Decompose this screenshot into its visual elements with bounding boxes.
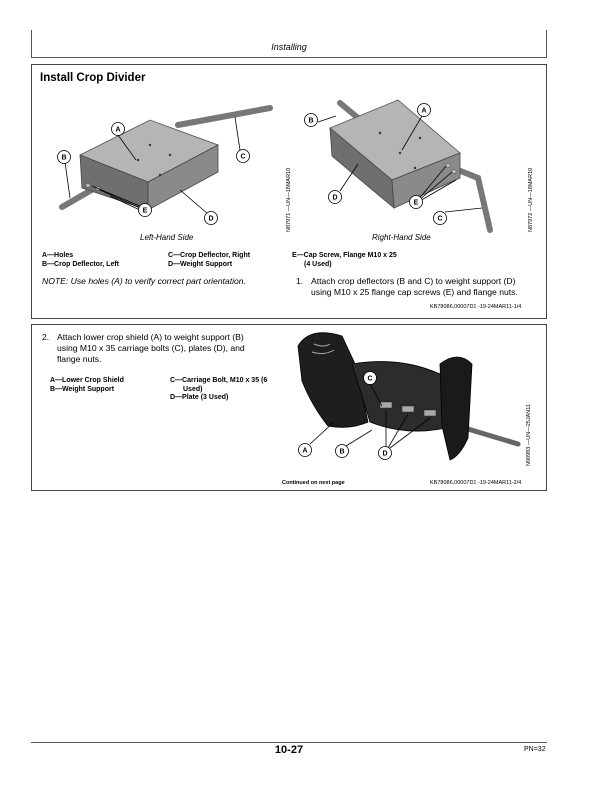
legend-a: A—Holes — [42, 252, 74, 259]
step-2-line-2: using M10 x 35 carriage bolts (C), plates (D), and — [57, 343, 245, 353]
svg-text:A: A — [115, 126, 121, 134]
legend-c: C—Carriage Bolt, M10 x 35 (6 — [170, 377, 268, 384]
right-figure-id: N87972 —UN—18MAR10 — [528, 167, 534, 232]
legend-d: D—Weight Support — [168, 260, 233, 268]
legend-e: E—Cap Screw, Flange M10 x 25 — [292, 252, 397, 259]
left-figure-id: N87971 —UN—18MAR10 — [286, 167, 292, 232]
block2-legend-col-1 — [50, 377, 124, 394]
footer-rule — [31, 742, 547, 743]
step-1-text — [311, 276, 543, 298]
crop-deflector-right-rod — [458, 170, 490, 230]
left-figure-caption: Left-Hand Side — [140, 233, 194, 242]
step-2-number: 2. — [42, 332, 50, 342]
crop-deflector-right-rod — [178, 108, 270, 125]
legend-e-count: (4 Used) — [304, 260, 332, 268]
svg-text:C: C — [367, 375, 373, 383]
legend-col-1 — [42, 252, 119, 269]
section-title: Installing — [271, 42, 307, 52]
svg-text:D: D — [208, 215, 214, 223]
header-bottom-rule — [31, 57, 547, 58]
right-hand-side-figure — [300, 98, 520, 248]
svg-text:B: B — [339, 448, 345, 456]
legend-col-3 — [292, 252, 397, 269]
note-text: NOTE: Use holes (A) to verify correct part orientation. — [42, 276, 246, 286]
block2-legend-col-2 — [170, 377, 267, 403]
step-2-text — [57, 332, 287, 365]
block2-reference: KB78086,00007D1 -19-24MAR11-2/4 — [430, 480, 522, 486]
step-2-line-3: flange nuts. — [57, 354, 102, 364]
pn-number: PN=32 — [524, 746, 546, 753]
continued-note: Continued on next page — [282, 480, 345, 486]
left-hand-side-figure — [50, 100, 290, 250]
svg-text:C: C — [437, 215, 443, 223]
step-1-number: 1. — [296, 276, 304, 286]
block1-reference: KB78086,00007D1 -19-24MAR11-1/4 — [430, 304, 522, 310]
legend-col-2 — [168, 252, 250, 269]
svg-text:D: D — [332, 194, 338, 202]
step-1-line-1: Attach crop deflectors (B and C) to weight support (D) — [311, 276, 516, 286]
legend-b: B—Weight Support — [50, 385, 115, 393]
legend-b: B—Crop Deflector, Left — [42, 260, 120, 268]
block-heading: Install Crop Divider — [40, 72, 146, 84]
legend-c: C—Crop Deflector, Right — [168, 252, 251, 259]
svg-text:B: B — [61, 154, 67, 162]
svg-text:D: D — [382, 450, 388, 458]
svg-text:B: B — [308, 117, 314, 125]
svg-text:A: A — [302, 447, 308, 455]
page-number: 10-27 — [274, 744, 304, 756]
legend-d: D—Plate (3 Used) — [170, 394, 229, 401]
svg-text:A: A — [421, 107, 427, 115]
svg-text:E: E — [142, 207, 148, 215]
svg-text:C: C — [240, 153, 246, 161]
svg-text:E: E — [413, 199, 419, 207]
block2-figure-id: N90983 —UN—25JAN11 — [526, 404, 532, 466]
right-figure-caption: Right-Hand Side — [372, 233, 431, 242]
legend-a: A—Lower Crop Shield — [50, 377, 124, 384]
legend-c-count: Used) — [183, 385, 203, 393]
step-2-line-1: Attach lower crop shield (A) to weight support (B) — [57, 332, 244, 342]
lower-crop-shield-figure — [290, 326, 525, 466]
crop-deflector-left-rod — [340, 103, 358, 118]
step-1-line-2: using M10 x 25 flange cap screws (E) and flange nuts. — [311, 287, 518, 297]
